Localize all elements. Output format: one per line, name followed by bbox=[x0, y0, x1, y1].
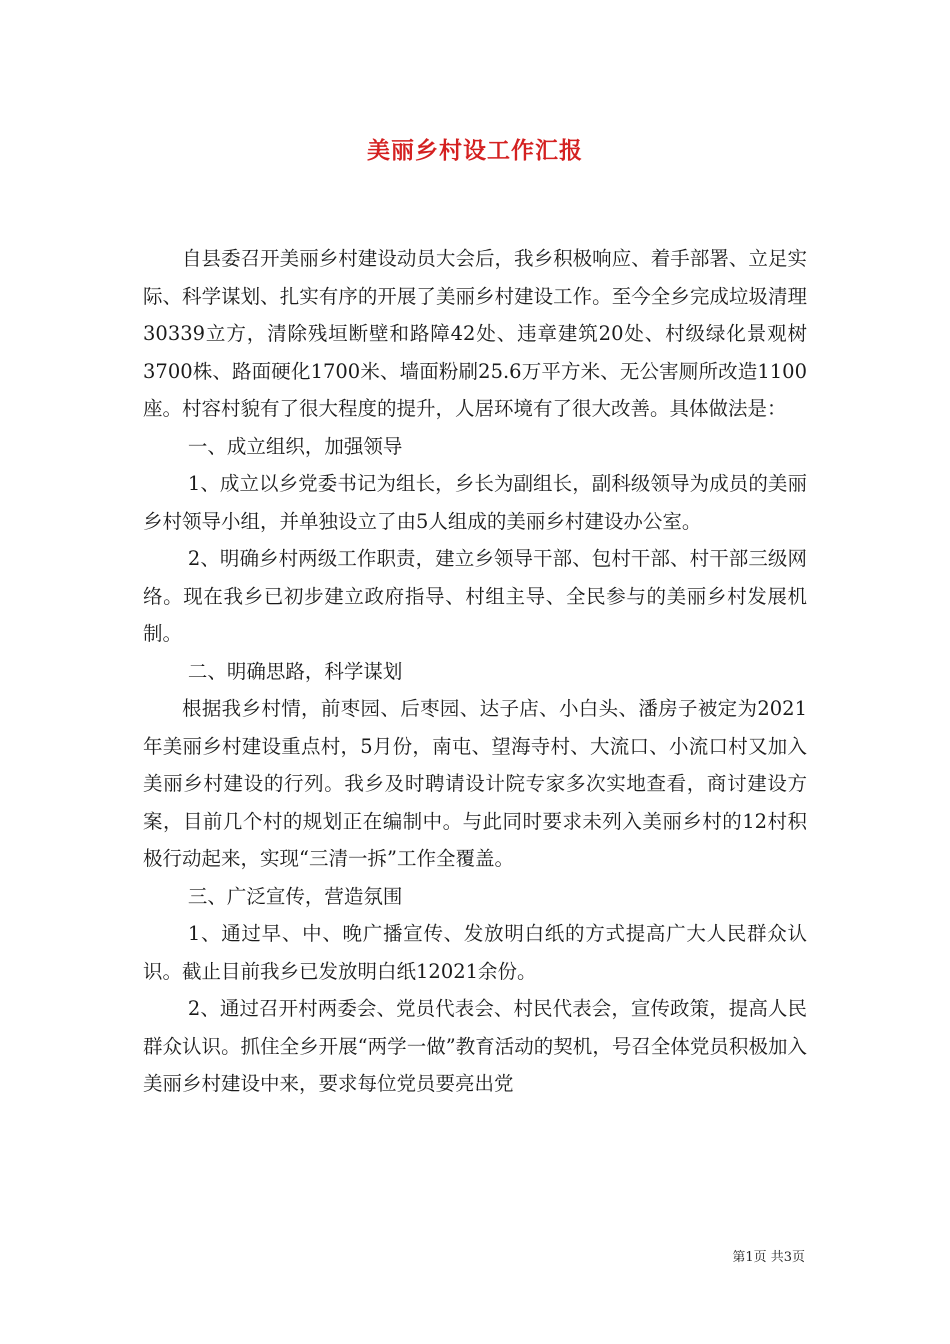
document-title: 美丽乡村设工作汇报 bbox=[367, 137, 583, 164]
section-heading-2: 二、明确思路，科学谋划 bbox=[187, 659, 403, 683]
paragraph-intro: 自县委召开美丽乡村建设动员大会后，我乡积极响应、着手部署、立足实际、科学谋划、扎实有序的开展了美丽乡村建设工作。至今全乡完成垃圾清理30339立方，清除残垣断壁和路障42处、违章建筑20处、村级绿化景观树3700株、路面硬化1700米、墙面粉刷25.6万平方米、无公害厕所改造1100座。村容村貌有了很大程度的提升，人居环境有了很大改善。具体做法是： bbox=[143, 247, 807, 420]
paragraph-3-2: 2、通过召开村两委会、党员代表会、村民代表会，宣传政策，提高人民群众认识。抓住全乡开展“两学一做”教育活动的契机，号召全体党员积极加入美丽乡村建设中来，要求每位党员要亮出党 bbox=[143, 997, 807, 1095]
paragraph-1-1: 1、成立以乡党委书记为组长，乡长为副组长，副科级领导为成员的美丽乡村领导小组，并单独设立了由5人组成的美丽乡村建设办公室。 bbox=[143, 472, 807, 533]
page-number: 第1页 共3页 bbox=[732, 1250, 805, 1265]
section-heading-3: 三、广泛宣传，营造氛围 bbox=[187, 884, 403, 908]
paragraph-3-1: 1、通过早、中、晚广播宣传、发放明白纸的方式提高广大人民群众认识。截止目前我乡已发放明白纸12021余份。 bbox=[143, 922, 807, 983]
paragraph-1-2: 2、明确乡村两级工作职责，建立乡领导干部、包村干部、村干部三级网络。现在我乡已初步建立政府指导、村组主导、全民参与的美丽乡村发展机制。 bbox=[143, 547, 807, 645]
section-heading-1: 一、成立组织，加强领导 bbox=[187, 434, 403, 458]
paragraph-2: 根据我乡村情，前枣园、后枣园、达子店、小白头、潘房子被定为2021年美丽乡村建设重点村，5月份，南屯、望海寺村、大流口、小流口村又加入美丽乡村建设的行列。我乡及时聘请设计院专家多次实地查看，商讨建设方案，目前几个村的规划正在编制中。与此同时要求未列入美丽乡村的12村积极行动起来，实现“三清一拆”工作全覆盖。 bbox=[143, 697, 807, 870]
document-body bbox=[143, 240, 807, 1103]
